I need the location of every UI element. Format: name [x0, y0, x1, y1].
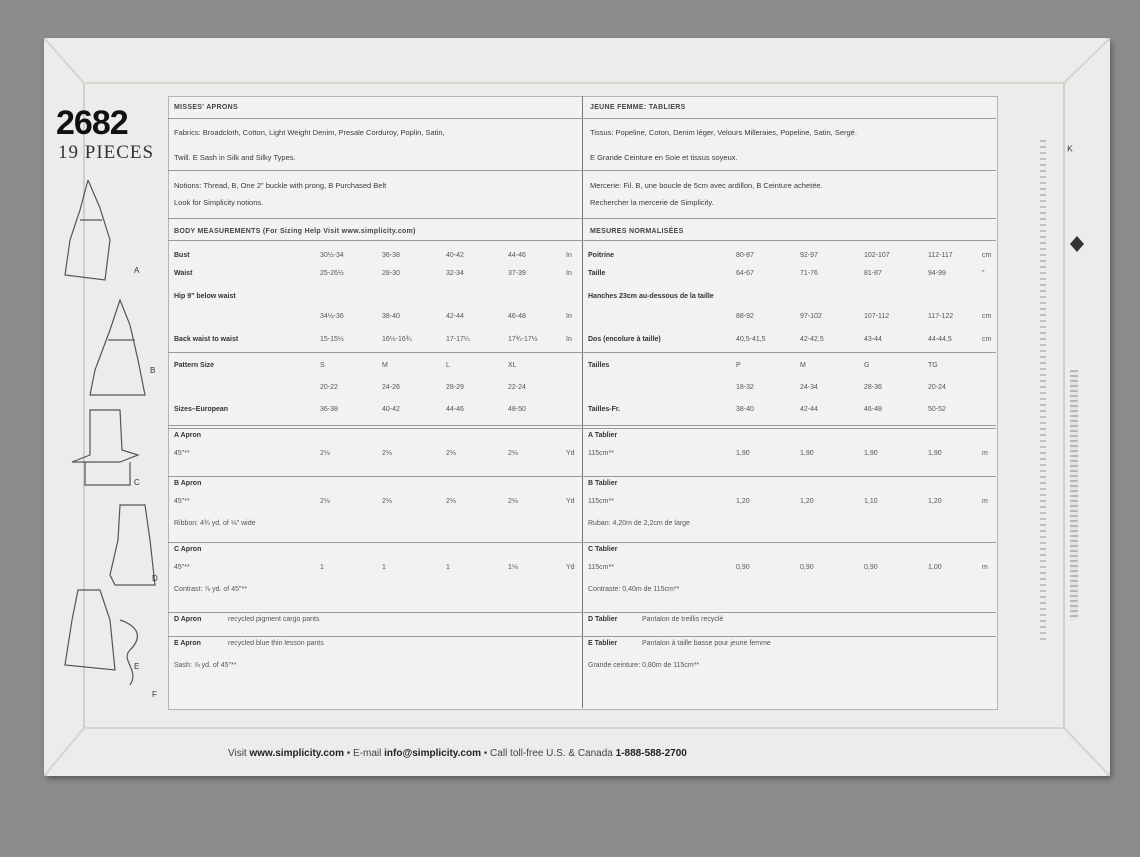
measure-cell: 94-99: [928, 270, 946, 277]
yardage-unit: Yd: [566, 450, 575, 457]
side-fine-print: [1016, 150, 1022, 690]
measure-cell: 46-48: [864, 406, 882, 413]
yardage-cell: 1: [382, 564, 386, 571]
measure-row-label: Hip 9" below waist: [174, 293, 236, 300]
measure-cell: L: [446, 362, 450, 369]
measure-cell: 36-38: [382, 252, 400, 259]
sketch-label-b: B: [150, 366, 156, 375]
measure-cell: 32-34: [446, 270, 464, 277]
yardage-unit: Yd: [566, 564, 575, 571]
measure-row-label: Bust: [174, 252, 190, 259]
pattern-number: 2682: [56, 104, 128, 142]
section-title: B Tablier: [588, 480, 618, 487]
measure-cell: 102-107: [864, 252, 890, 259]
section-title: C Tablier: [588, 546, 618, 553]
measure-cell: 30½-34: [320, 252, 344, 259]
measure-cell: 107-112: [864, 313, 890, 320]
left-notions: Notions: Thread, B, One 2" buckle with prong, B Purchased Belt: [174, 181, 387, 190]
footer-email-prefix: • E-mail: [346, 748, 382, 759]
sketch-label-d: D: [152, 574, 158, 583]
measure-cell: 20-24: [928, 384, 946, 391]
section-title: C Apron: [174, 546, 202, 553]
measure-cell: 34½-36: [320, 313, 344, 320]
yardage-cell: 2⅛: [382, 450, 392, 457]
section-line: 45"**: [174, 498, 190, 505]
measure-cell: 71-76: [800, 270, 818, 277]
measure-row-label: Sizes–European: [174, 406, 229, 413]
measure-cell: 81-87: [864, 270, 882, 277]
yardage-cell: 2⅛: [508, 450, 518, 457]
right-fabrics: Tissus: Popeline, Coton, Denim léger, Velours Milleraies, Popeline, Satin, Sergé.: [590, 128, 857, 137]
measure-cell: 44-46: [446, 406, 464, 413]
measure-row-label: Tailles-Fr.: [588, 406, 621, 413]
yardage-cell: 1,90: [800, 450, 814, 457]
footer-call-prefix: • Call toll-free U.S. & Canada: [483, 748, 613, 759]
measure-cell: 16½-16¾: [382, 336, 412, 343]
measure-cell: 80-87: [736, 252, 754, 259]
section-extra: Sash: ⅞ yd. of 45"**: [174, 662, 237, 669]
sketch-label-a: A: [134, 266, 140, 275]
measure-row-label: Poitrine: [588, 252, 615, 259]
svg-text:K: K: [1067, 143, 1073, 154]
measure-cell: 44-46: [508, 252, 526, 259]
section-line: Pantalon de treillis recyclé: [642, 616, 724, 623]
side-fine-print-block: [1070, 370, 1078, 620]
section-title: D Apron: [174, 616, 202, 623]
measure-cell: 97-102: [800, 313, 822, 320]
measure-cell: 42-44: [800, 406, 818, 413]
measure-cell: M: [800, 362, 806, 369]
measure-cell: 117-122: [928, 313, 954, 320]
yardage-cell: 1,20: [800, 498, 814, 505]
measure-cell: 28-36: [864, 384, 882, 391]
right-fabrics-2: E Grande Ceinture en Soie et tissus soyeux.: [590, 153, 738, 162]
measure-row-label: Hanches 23cm au-dessous de la taille: [588, 293, 714, 300]
section-title: E Tablier: [588, 640, 618, 647]
section-line: 45"**: [174, 450, 190, 457]
measure-unit: In: [566, 313, 572, 320]
measure-cell: 36-38: [320, 406, 338, 413]
measure-cell: 24-26: [382, 384, 400, 391]
measure-row-label: Tailles: [588, 362, 610, 369]
measure-cell: 38-40: [382, 313, 400, 320]
simplicity-logo-icon: [1062, 140, 1084, 190]
measure-row-label: Dos (encolure à taille): [588, 336, 661, 343]
footer-email: info@simplicity.com: [384, 748, 481, 759]
left-measure-header: BODY MEASUREMENTS (For Sizing Help Visit www.simplicity.com): [174, 228, 416, 235]
measure-cell: 40-42: [382, 406, 400, 413]
yardage-cell: 1,90: [736, 450, 750, 457]
yardage-cell: 1,10: [864, 498, 878, 505]
section-extra: Ruban: 4,20m de 2,2cm de large: [588, 520, 690, 527]
yardage-cell: 1,00: [928, 564, 942, 571]
right-measure-header: MESURES NORMALISÉES: [590, 228, 684, 235]
yardage-cell: 2⅛: [446, 498, 456, 505]
measure-cell: G: [864, 362, 870, 369]
section-line: recycled pigment cargo pants: [228, 616, 320, 623]
section-line: 115cm**: [588, 498, 614, 505]
left-title: MISSES' APRONS: [174, 104, 238, 111]
measure-row-label: Waist: [174, 270, 193, 277]
measure-cell: TG: [928, 362, 938, 369]
measure-cell: 17¾-17½: [508, 336, 538, 343]
measure-cell: M: [382, 362, 388, 369]
yardage-unit: m: [982, 450, 988, 457]
measure-cell: 64-67: [736, 270, 754, 277]
section-title: A Apron: [174, 432, 202, 439]
measure-cell: 43-44: [864, 336, 882, 343]
measure-cell: 22-24: [508, 384, 526, 391]
section-extra: Contrast: ⅞ yd. of 45"**: [174, 586, 247, 593]
yardage-cell: 2⅛: [446, 450, 456, 457]
yardage-cell: 1: [320, 564, 324, 571]
section-line: recycled blue thin lesson pants: [228, 640, 324, 647]
pieces-count: 19 PIECES: [58, 142, 155, 163]
yardage-cell: 0,90: [800, 564, 814, 571]
measure-cell: 28-29: [446, 384, 464, 391]
measure-row-label: Back waist to waist: [174, 336, 239, 343]
left-fabrics-2: Twill. E Sash in Silk and Silky Types.: [174, 153, 296, 162]
yardage-cell: 2⅛: [508, 498, 518, 505]
yardage-cell: 0,90: [864, 564, 878, 571]
yardage-unit: m: [982, 564, 988, 571]
measure-cell: 88-92: [736, 313, 754, 320]
right-notions: Mercerie: Fil. B, une boucle de 5cm avec ardillon, B Ceinture achetée.: [590, 181, 823, 190]
brand-mark-icon: [1066, 230, 1088, 258]
section-line: 115cm**: [588, 450, 614, 457]
yardage-unit: Yd: [566, 498, 575, 505]
yardage-cell: 2⅛: [320, 450, 330, 457]
section-extra: Grande ceinture: 0,80m de 115cm**: [588, 662, 700, 669]
measure-cell: 40-42: [446, 252, 464, 259]
left-notions-2: Look for Simplicity notions.: [174, 198, 264, 207]
right-title: JEUNE FEMME: TABLIERS: [590, 104, 686, 111]
section-extra: Ribbon: 4¾ yd. of ⅛" wide: [174, 520, 256, 527]
side-fine-print-column: [1040, 140, 1046, 640]
sketch-label-c: C: [134, 478, 140, 487]
section-title: E Apron: [174, 640, 201, 647]
footer-website: www.simplicity.com: [249, 748, 344, 759]
measure-row-label: Taille: [588, 270, 606, 277]
measure-unit: cm: [982, 313, 992, 320]
measure-unit: In: [566, 270, 572, 277]
envelope-footer: [228, 748, 687, 759]
yardage-unit: m: [982, 498, 988, 505]
measure-cell: XL: [508, 362, 517, 369]
measure-cell: S: [320, 362, 325, 369]
left-fabrics: Fabrics: Broadcloth, Cotton, Light Weight Denim, Presale Corduroy, Poplin, Satin,: [174, 128, 445, 137]
measure-cell: 46-48: [508, 313, 526, 320]
measure-cell: 48-50: [508, 406, 526, 413]
measure-cell: 25-26½: [320, 270, 344, 277]
section-extra: Contraste: 0,40m de 115cm**: [588, 586, 680, 593]
section-line: 115cm**: [588, 564, 614, 571]
measure-unit: In: [566, 252, 572, 259]
measure-cell: 37-39: [508, 270, 526, 277]
yardage-cell: 1,90: [928, 450, 942, 457]
measure-cell: P: [736, 362, 741, 369]
measure-unit: cm: [982, 336, 992, 343]
measure-cell: 50-52: [928, 406, 946, 413]
measure-cell: 42-44: [446, 313, 464, 320]
measure-cell: 20-22: [320, 384, 338, 391]
yardage-cell: 1⅛: [508, 564, 518, 571]
sketch-label-e: E: [134, 662, 140, 671]
measure-cell: 38-40: [736, 406, 754, 413]
section-title: A Tablier: [588, 432, 618, 439]
section-line: Pantalon à taille basse pour jeune femme: [642, 640, 771, 647]
section-title: D Tablier: [588, 616, 618, 623]
measure-cell: 18-32: [736, 384, 754, 391]
measure-cell: 112-117: [928, 252, 953, 259]
yardage-cell: 0,90: [736, 564, 750, 571]
measure-cell: 28-30: [382, 270, 400, 277]
measure-cell: 17-17¼: [446, 336, 470, 343]
measure-unit: In: [566, 336, 572, 343]
footer-visit: Visit: [228, 748, 247, 759]
measure-unit: ": [982, 270, 985, 277]
footer-phone: 1-888-588-2700: [615, 748, 687, 759]
measure-cell: 42-42,5: [800, 336, 824, 343]
measure-cell: 92-97: [800, 252, 818, 259]
sketch-label-f: F: [152, 690, 157, 699]
yardage-cell: 1,20: [928, 498, 942, 505]
measure-cell: 44-44,5: [928, 336, 952, 343]
measure-row-label: Pattern Size: [174, 362, 215, 369]
apron-sketches: [60, 180, 170, 700]
measure-cell: 40,5-41,5: [736, 336, 766, 343]
right-notions-2: Rechercher la mercerie de Simplicity.: [590, 198, 714, 207]
yardage-cell: 1,20: [736, 498, 750, 505]
yardage-cell: 1,90: [864, 450, 878, 457]
section-title: B Apron: [174, 480, 202, 487]
measure-unit: cm: [982, 252, 992, 259]
yardage-cell: 2⅛: [320, 498, 330, 505]
yardage-cell: 1: [446, 564, 450, 571]
yardage-cell: 2⅛: [382, 498, 392, 505]
measure-cell: 24-34: [800, 384, 818, 391]
measure-cell: 15-15½: [320, 336, 344, 343]
section-line: 45"**: [174, 564, 190, 571]
